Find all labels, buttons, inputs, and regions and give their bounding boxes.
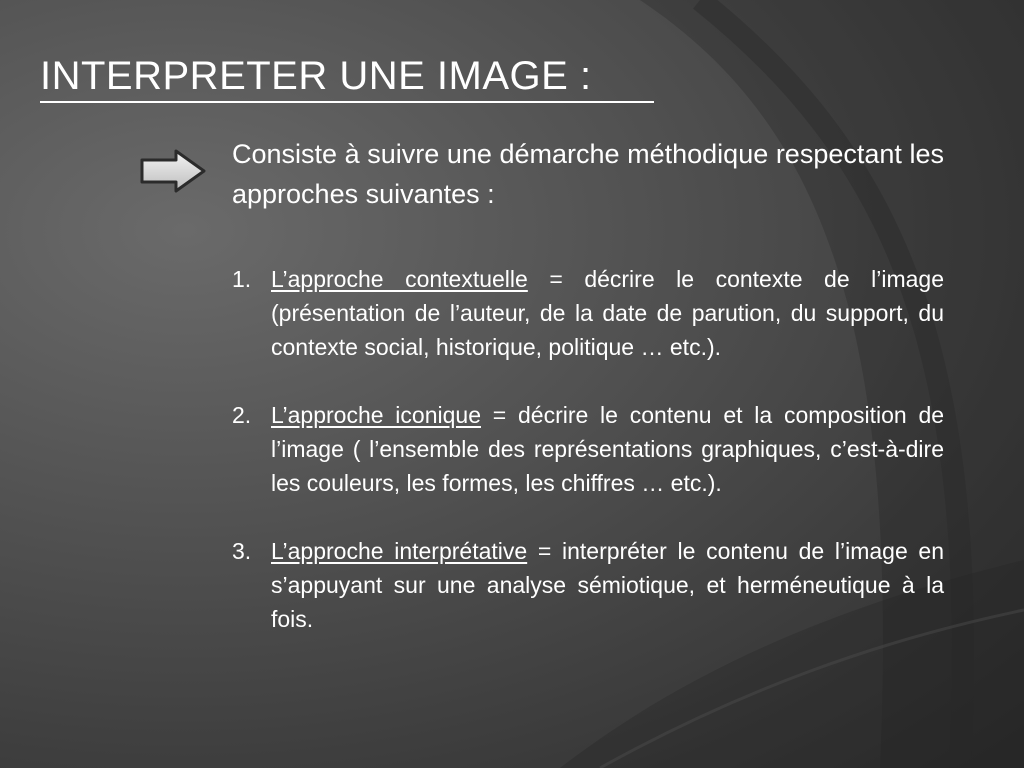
item-definition: = décrire le contenu et la composition de l’image ( l’ensemble des représentations graphiques, c’est-à-dire les couleurs, les formes, les chiffres … etc.).: [271, 402, 945, 496]
slide-title: INTERPRETER UNE IMAGE :: [40, 54, 592, 98]
item-number: 1.: [232, 266, 252, 292]
item-number: 3.: [232, 538, 252, 564]
item-term: L’approche contextuelle: [271, 266, 528, 292]
right-arrow-icon: [138, 148, 210, 194]
item-term: L’approche interprétative: [271, 538, 528, 564]
approach-list: [232, 262, 944, 636]
list-item-interpretative: [232, 534, 944, 636]
list-item-contextuelle: [232, 262, 944, 364]
item-term: L’approche iconique: [271, 402, 481, 428]
item-definition: = décrire le contexte de l’image (présentation de l’auteur, de la date de parution, du support, du contexte social, historique, politique … etc.).: [271, 266, 945, 360]
list-item-iconique: [232, 398, 944, 500]
item-definition: = interpréter le contenu de l’image en s’appuyant sur une analyse sémiotique, et herméneutique à la fois.: [271, 538, 944, 632]
title-underline: [40, 101, 654, 103]
intro-text: Consiste à suivre une démarche méthodique respectant les approches suivantes :: [232, 139, 944, 209]
item-number: 2.: [232, 402, 252, 428]
